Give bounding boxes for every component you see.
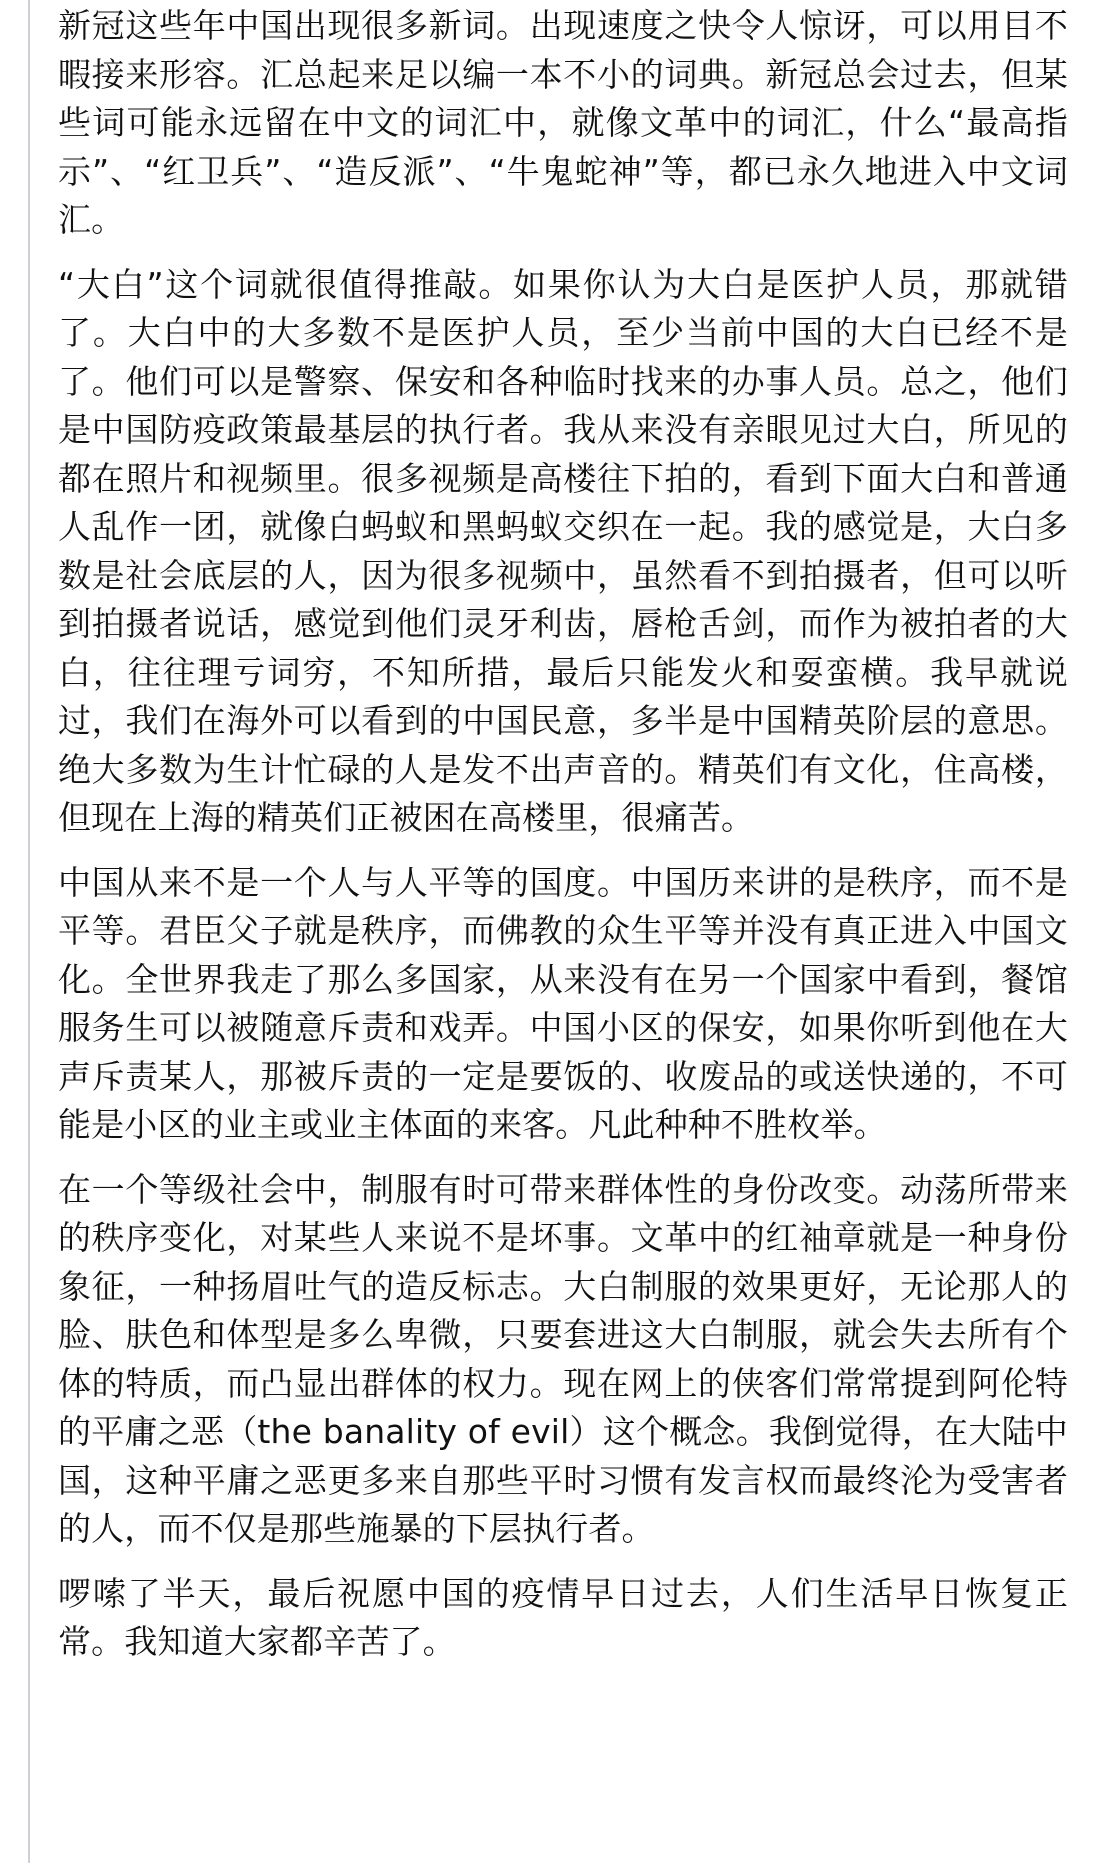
paragraph-1: 新冠这些年中国出现很多新词。出现速度之快令人惊讶，可以用目不暇接来形容。汇总起来足以编一本不小的词典。新冠总会过去，但某些词可能永远留在中文的词汇中，就像文革中的词汇，什么“最高指示”、“红卫兵”、“造反派”、“牛鬼蛇神”等，都已永久地进入中文词汇。 [58,6,1068,239]
article-body [58,2,1068,1683]
left-margin-rule [28,0,30,1863]
paragraph-3: 中国从来不是一个人与人平等的国度。中国历来讲的是秩序，而不是平等。君臣父子就是秩序，而佛教的众生平等并没有真正进入中国文化。全世界我走了那么多国家，从来没有在另一个国家中看到，餐馆服务生可以被随意斥责和戏弄。中国小区的保安，如果你听到他在大声斥责某人，那被斥责的一定是要饭的、收废品的或送快递的，不可能是小区的业主或业主体面的来客。凡此种种不胜枚举。 [58,862,1068,1144]
paragraph-4: 在一个等级社会中，制服有时可带来群体性的身份改变。动荡所带来的秩序变化，对某些人来说不是坏事。文革中的红袖章就是一种身份象征，一种扬眉吐气的造反标志。大白制服的效果更好，无论那人的脸、肤色和体型是多么卑微，只要套进这大白制服，就会失去所有个体的特质，而凸显出群体的权力。现在网上的侠客们常常提到阿伦特的平庸之恶（the banality of evil）这个概念。我倒觉得，在大陆中国，这种平庸之恶更多来自那些平时习惯有发言权而最终沦为受害者的人，而不仅是那些施暴的下层执行者。 [58,1169,1068,1548]
paragraph-2: “大白”这个词就很值得推敲。如果你认为大白是医护人员，那就错了。大白中的大多数不是医护人员，至少当前中国的大白已经不是了。他们可以是警察、保安和各种临时找来的办事人员。总之，他们是中国防疫政策最基层的执行者。我从来没有亲眼见过大白，所见的都在照片和视频里。很多视频是高楼往下拍的，看到下面大白和普通人乱作一团，就像白蚂蚁和黑蚂蚁交织在一起。我的感觉是，大白多数是社会底层的人，因为很多视频中，虽然看不到拍摄者，但可以听到拍摄者说话，感觉到他们灵牙利齿，唇枪舌剑，而作为被拍者的大白，往往理亏词穷，不知所措，最后只能发火和耍蛮横。我早就说过，我们在海外可以看到的中国民意，多半是中国精英阶层的意思。绝大多数为生计忙碌的人是发不出声音的。精英们有文化，住高楼，但现在上海的精英们正被困在高楼里，很痛苦。 [58,264,1068,837]
paragraph-5: 啰嗦了半天，最后祝愿中国的疫情早日过去，人们生活早日恢复正常。我知道大家都辛苦了。 [58,1573,1068,1661]
